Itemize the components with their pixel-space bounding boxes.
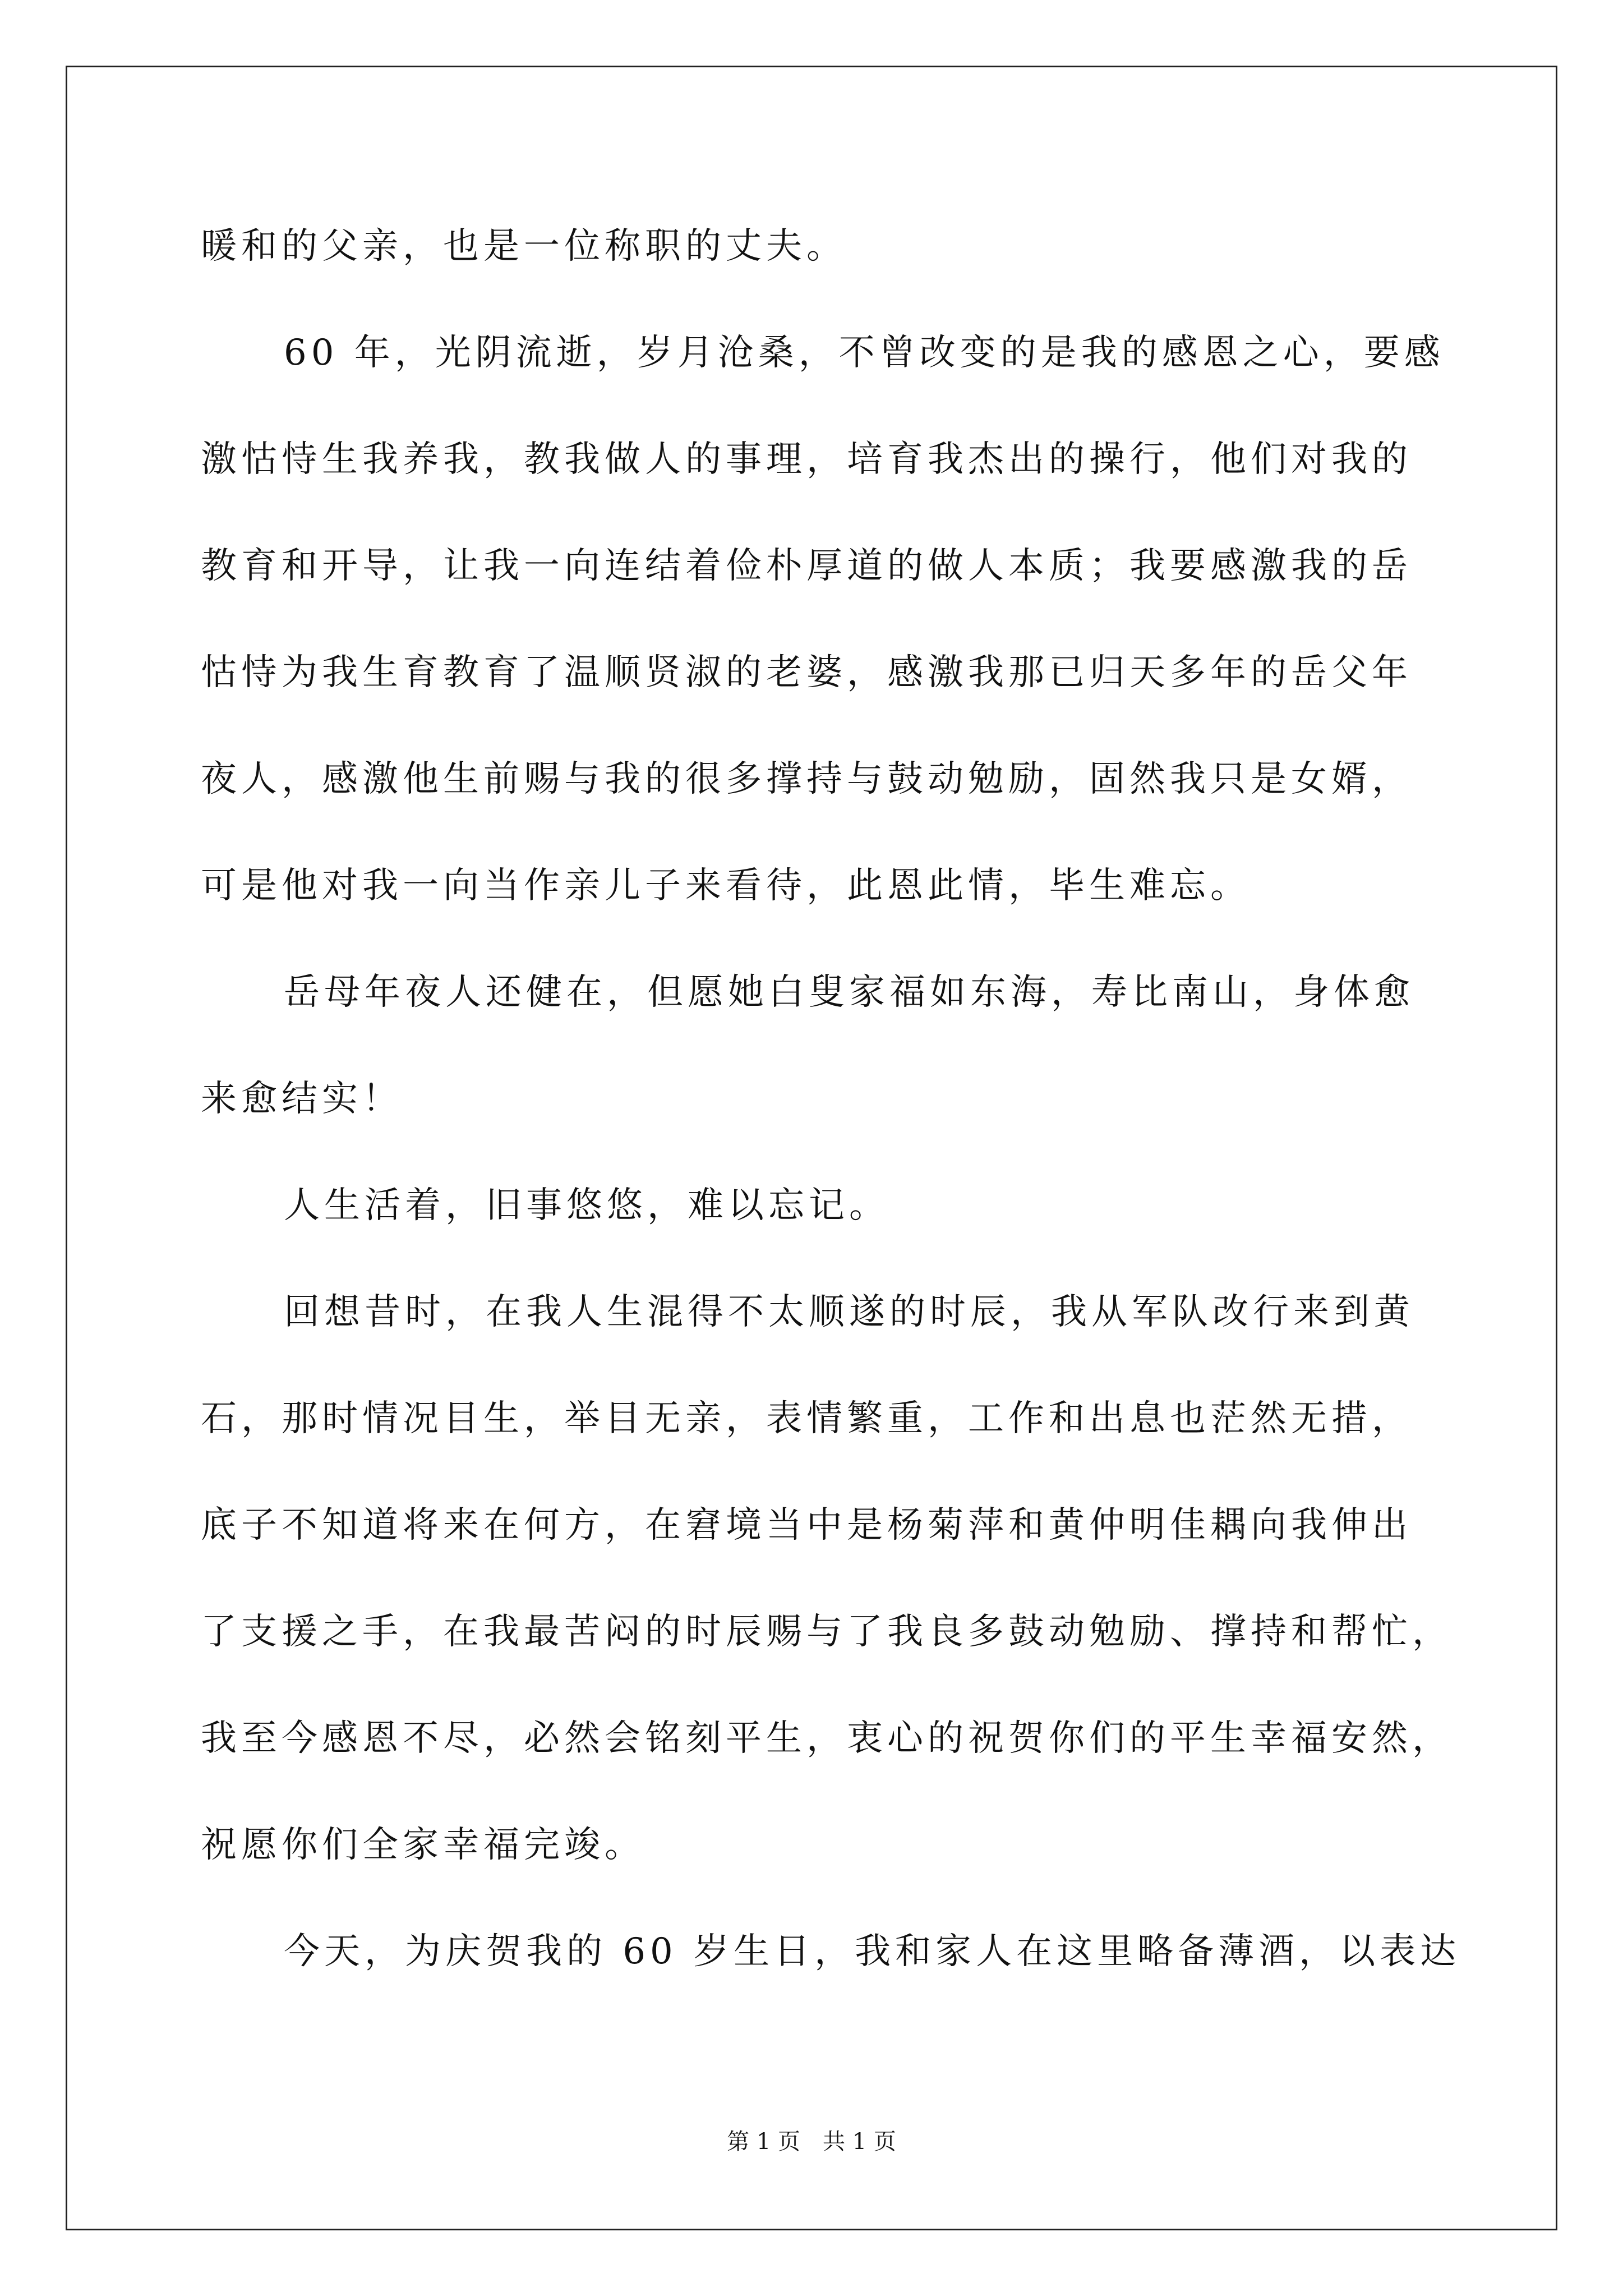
text-line: 教育和开导，让我一向连结着俭朴厚道的做人本质；我要感激我的岳 xyxy=(201,545,1412,587)
text-line: 可是他对我一向当作亲儿子来看待，此恩此情，毕生难忘。 xyxy=(201,865,1251,907)
document-body xyxy=(201,193,1461,2005)
text-line: 底子不知道将来在何方，在窘境当中是杨菊萍和黄仲明佳耦向我伸出 xyxy=(201,1504,1412,1546)
text-line: 60 年，光阴流逝，岁月沧桑，不曾改变的是我的感恩之心，要感 xyxy=(284,332,1445,374)
text-line: 回想昔时，在我人生混得不太顺遂的时辰，我从军队改行来到黄 xyxy=(284,1291,1414,1333)
text-line: 今天，为庆贺我的 60 岁生日，我和家人在这里略备薄酒，以表达 xyxy=(284,1931,1461,1972)
text-line: 来愈结实！ xyxy=(201,1078,403,1120)
text-line: 怙恃为我生育教育了温顺贤淑的老婆，感激我那已归天多年的岳父年 xyxy=(201,652,1412,693)
text-line: 人生活着，旧事悠悠，难以忘记。 xyxy=(284,1185,889,1226)
text-line: 激怙恃生我养我，教我做人的事理，培育我杰出的操行，他们对我的 xyxy=(201,439,1412,480)
text-line: 石，那时情况目生，举目无亲，表情繁重，工作和出息也茫然无措， xyxy=(201,1398,1412,1439)
text-line: 岳母年夜人还健在，但愿她白叟家福如东海，寿比南山，身体愈 xyxy=(284,972,1414,1013)
text-line: 夜人，感激他生前赐与我的很多撑持与鼓动勉励，固然我只是女婿， xyxy=(201,758,1412,800)
text-line: 暖和的父亲，也是一位称职的丈夫。 xyxy=(201,226,847,267)
text-line: 祝愿你们全家幸福完竣。 xyxy=(201,1824,645,1866)
page-number: 第 1 页 xyxy=(727,2129,800,2155)
text-line: 我至今感恩不尽，必然会铭刻平生，衷心的祝贺你们的平生幸福安然， xyxy=(201,1718,1453,1759)
text-line: 了支援之手，在我最苦闷的时辰赐与了我良多鼓动勉励、撑持和帮忙， xyxy=(201,1611,1453,1653)
page-footer xyxy=(0,2125,1623,2159)
page-total: 共 1 页 xyxy=(823,2129,896,2155)
